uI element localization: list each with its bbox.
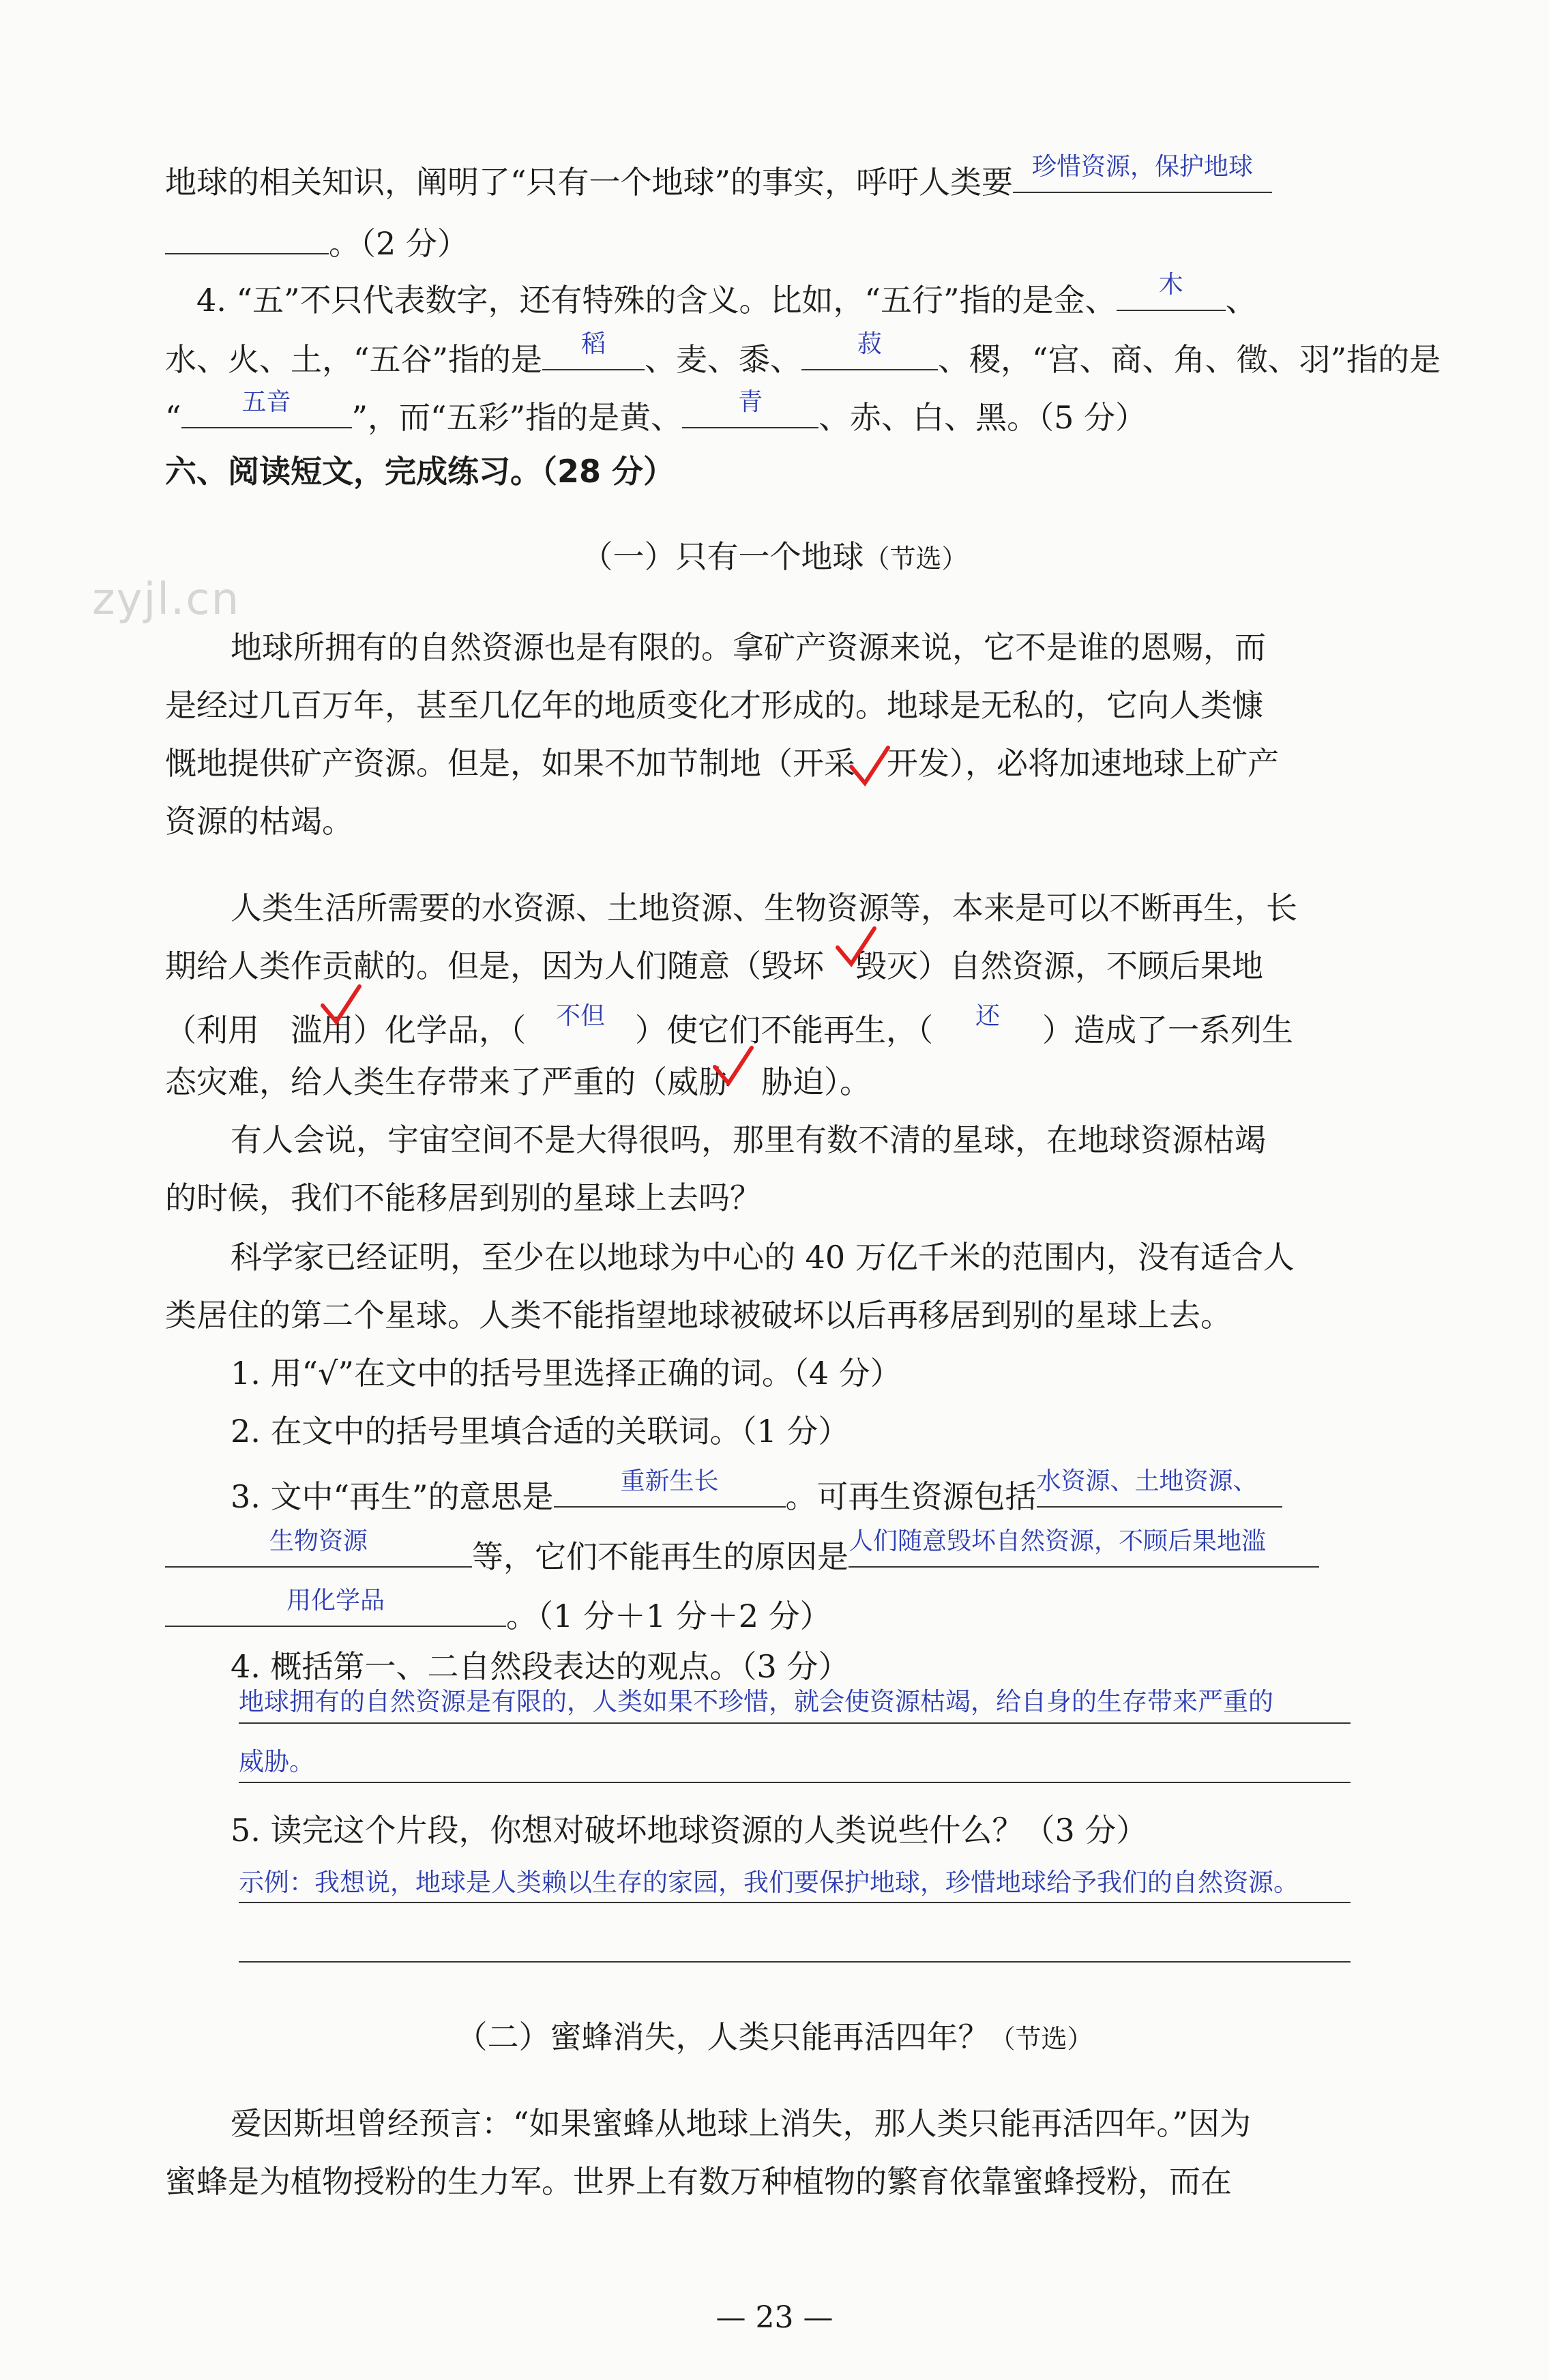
- passage1-title-text: （一）只有一个地球: [581, 538, 864, 575]
- p2-text: （利用 滥用）化学品，（: [165, 1012, 526, 1048]
- p1-line3: 慨地提供矿产资源。但是，如果不加节制地（开采 开发），必将加速地球上矿产: [165, 745, 1279, 782]
- answer-rice: 稻: [581, 329, 606, 357]
- p1-line2: 是经过几百万年，甚至几亿年的地质变化才形成的。地球是无私的，它向人类慷: [165, 687, 1263, 724]
- answer-bean: 菽: [857, 329, 883, 357]
- check-mark-icon: [832, 924, 880, 972]
- q4-text: 、麦、黍、: [645, 341, 802, 378]
- p1-line4: 资源的枯竭。: [165, 803, 353, 840]
- q4-line2: [165, 329, 1441, 381]
- blank-rice: [542, 331, 645, 370]
- answer-blue: 青: [738, 387, 763, 415]
- question-3-line3: [165, 1587, 1351, 1637]
- p3-line1: 有人会说，宇宙空间不是大得很吗，那里有数不清的星球，在地球资源枯竭: [231, 1121, 1266, 1158]
- handwritten-answer: 珍惜资源，保护地球: [1032, 152, 1254, 180]
- passage2-line2: 蜜蜂是为植物授粉的生力军。世界上有数万种植物的繁育依靠蜜蜂授粉，而在: [165, 2163, 1232, 2200]
- check-mark-icon: [709, 1044, 757, 1091]
- passage1-title-note: （节选）: [864, 544, 968, 574]
- answer-reason: 人们随意毁坏自然资源，不顾后果地滥: [849, 1527, 1267, 1555]
- answer-tones: 五音: [241, 387, 291, 415]
- q4-text: 、稷，“宫、商、角、徵、羽”指的是: [938, 341, 1441, 378]
- paren-blank-hai: [933, 1003, 1042, 1041]
- q3-text: 等，它们不能再生的原因是: [472, 1538, 849, 1575]
- p2-line2: 期给人类作贡献的。但是，因为人们随意（毁坏 毁灭）自然资源，不顾后果地: [165, 947, 1263, 984]
- p1-line1: 地球所拥有的自然资源也是有限的。拿矿产资源来说，它不是谁的恩赐，而: [231, 629, 1266, 666]
- p2-text: ）使它们不能再生，（: [635, 1012, 933, 1048]
- q4-text: 4. “五”不只代表数字，还有特殊的含义。比如，“五行”指的是金、: [196, 282, 1117, 319]
- answer-resources-cont: 生物资源: [269, 1527, 368, 1555]
- passage2-title-note: （节选）: [989, 2024, 1093, 2054]
- blank-resources: [1037, 1468, 1282, 1508]
- answer-wood: 木: [1158, 270, 1183, 298]
- answer-rule: [239, 1961, 1351, 1963]
- passage2-line1: 爱因斯坦曾经预言：“如果蜜蜂从地球上消失，那人类只能再活四年。”因为: [231, 2105, 1252, 2142]
- answer-resources: 水资源、土地资源、: [1036, 1467, 1258, 1495]
- passage2-title: [0, 2016, 1549, 2060]
- q4-text: 、赤、白、黑。（5 分）: [818, 399, 1147, 436]
- question-3-line2: [165, 1528, 1351, 1578]
- answer-reason-cont: 用化学品: [286, 1586, 385, 1614]
- q4-answer-line1: 地球拥有的自然资源是有限的，人类如果不珍惜，就会使资源枯竭，给自身的生存带来严重的: [239, 1688, 1273, 1716]
- q3-text: 。可再生资源包括: [785, 1478, 1037, 1515]
- question-3-line1: [231, 1468, 1351, 1518]
- answer-rule: [239, 1722, 1351, 1724]
- p4-line1: 科学家已经证明，至少在以地球为中心的 40 万亿千米的范围内，没有适合人: [231, 1239, 1295, 1276]
- check-mark-icon: [846, 744, 894, 791]
- answer-rule: [239, 1782, 1351, 1783]
- q3-tail-text: 地球的相关知识，阐明了“只有一个地球”的事实，呼吁人类要: [165, 164, 1014, 201]
- blank-reason-cont: [165, 1587, 506, 1627]
- q3-score: 。（1 分＋1 分＋2 分）: [506, 1598, 831, 1634]
- p3-line2: 的时候，我们不能移居到别的星球上去吗？: [165, 1179, 761, 1216]
- answer-budan: 不但: [555, 1001, 605, 1029]
- blank-blue: [682, 389, 818, 428]
- q3-score: 。（2 分）: [329, 225, 469, 262]
- p2-line4: 态灾难，给人类生存带来了严重的（威胁 胁迫）。: [165, 1063, 871, 1100]
- q3-tail-line2: [165, 215, 1351, 265]
- q4-text: 水、火、土，“五谷”指的是: [165, 341, 543, 378]
- paren-blank-budan: [526, 1003, 635, 1041]
- check-mark-icon: [317, 982, 365, 1030]
- q4-line1: [196, 271, 1351, 321]
- answer-rule: [239, 1902, 1351, 1903]
- blank-resources-cont: [165, 1528, 472, 1568]
- question-5: 5. 读完这个片段，你想对破坏地球资源的人类说些什么？（3 分）: [231, 1812, 1148, 1849]
- blank-reason: [849, 1528, 1319, 1568]
- blank-bean: [801, 331, 938, 370]
- q4-answer-line2: 威胁。: [239, 1748, 314, 1776]
- page-number: — 23 —: [716, 2300, 833, 2335]
- q4-line3: [165, 389, 1351, 439]
- watermark: zyjl.cn: [92, 574, 241, 625]
- section-heading: 六、阅读短文，完成练习。（28 分）: [165, 453, 675, 490]
- answer-hai: 还: [975, 1001, 1000, 1029]
- p4-line2: 类居住的第二个星球。人类不能指望地球被破坏以后再移居到别的星球上去。: [165, 1297, 1232, 1334]
- blank-tones: [181, 389, 352, 428]
- blank-meaning: [554, 1468, 786, 1508]
- question-1: 1. 用“√”在文中的括号里选择正确的词。（4 分）: [231, 1355, 902, 1392]
- answer-blank: [1013, 153, 1272, 193]
- q3-text: 3. 文中“再生”的意思是: [231, 1478, 554, 1515]
- answer-blank-continued: [165, 215, 329, 254]
- answer-meaning: 重新生长: [620, 1467, 719, 1495]
- p2-line1: 人类生活所需要的水资源、土地资源、生物资源等，本来是可以不断再生，长: [231, 890, 1297, 926]
- q3-tail-line1: [165, 153, 1351, 203]
- q4-text: “: [165, 399, 181, 436]
- q4-comma: 、: [1225, 282, 1257, 319]
- question-4: 4. 概括第一、二自然段表达的观点。（3 分）: [231, 1648, 850, 1685]
- passage1-title: [0, 535, 1549, 580]
- blank-wood: [1117, 271, 1226, 311]
- p2-text: ）造成了一系列生: [1042, 1012, 1293, 1048]
- question-2: 2. 在文中的括号里填合适的关联词。（1 分）: [231, 1413, 850, 1450]
- q4-text: ”，而“五彩”指的是黄、: [351, 399, 683, 436]
- passage2-title-text: （二）蜜蜂消失，人类只能再活四年？: [456, 2018, 990, 2055]
- q5-answer: 示例：我想说，地球是人类赖以生存的家园，我们要保护地球，珍惜地球给予我们的自然资源。: [239, 1868, 1299, 1896]
